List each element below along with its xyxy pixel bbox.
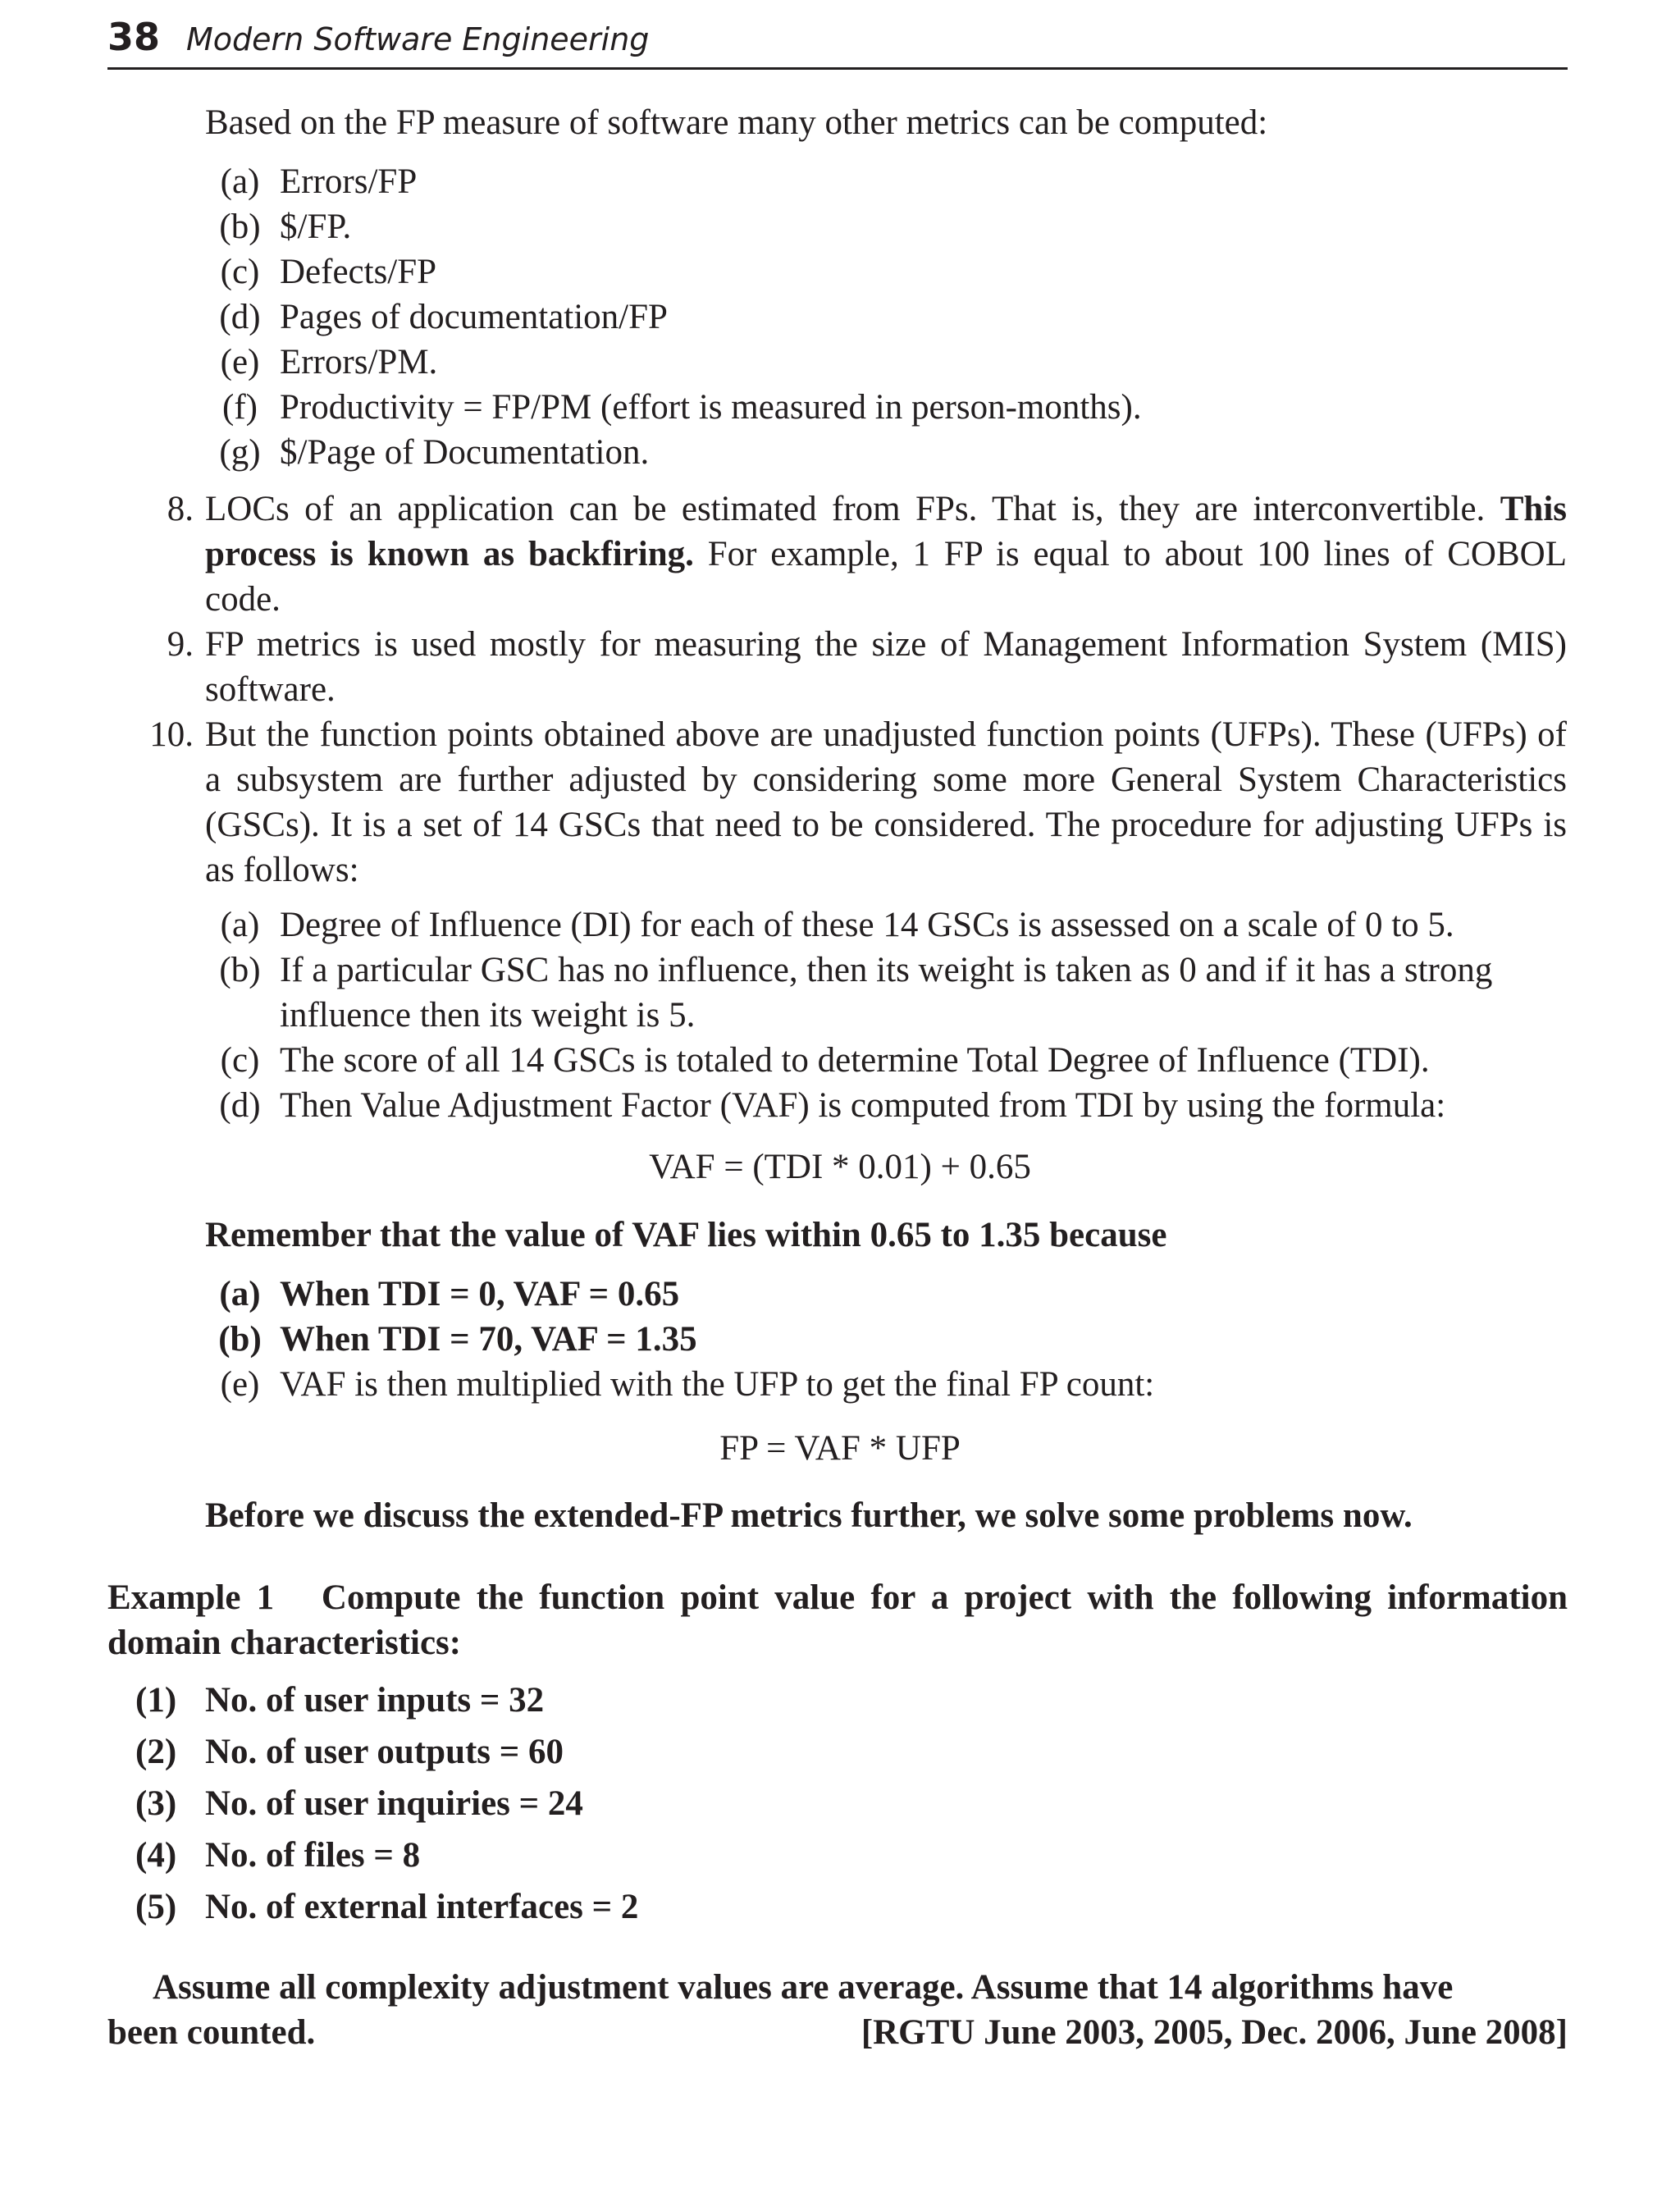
item-text: VAF is then multiplied with the UFP to get the final FP count:: [280, 1365, 1155, 1404]
item-label: (e): [220, 343, 260, 381]
fp-formula: FP = VAF * UFP: [719, 1429, 961, 1468]
item-label: (a): [220, 162, 260, 201]
item-text: No. of user outputs = 60: [205, 1733, 564, 1771]
point-text: LOCs of an application can be estimated from FPs. That is, they are interconvertible.: [205, 490, 1500, 528]
item-label: (b): [219, 951, 261, 989]
item-text: Errors/FP: [280, 162, 418, 201]
item-label: (c): [220, 1041, 260, 1080]
item-label: (b): [218, 1320, 262, 1359]
numbered-points: [131, 486, 1567, 893]
list-item: [205, 430, 1567, 475]
item-label: (3): [135, 1784, 177, 1823]
item-label: (a): [220, 906, 260, 944]
example-text: Compute the function point value for a project with the following information domain characteristics:: [107, 1578, 1568, 1662]
item-label: (2): [135, 1733, 177, 1771]
item-label: (e): [220, 1365, 260, 1404]
item-label: (b): [219, 208, 261, 246]
vaf-formula: VAF = (TDI * 0.01) + 0.65: [649, 1148, 1031, 1186]
list-item: [205, 1317, 1567, 1362]
problem-list: [135, 1678, 1530, 1936]
item-label: (d): [219, 1086, 261, 1125]
list-item: [205, 204, 1567, 249]
item-label: (d): [219, 298, 261, 336]
point-text: But the function points obtained above are unadjusted function points (UFPs). These (UFPs) of a subsystem are further adjusted by considering some more General System Characteristics (GSCs). It is a set of 14 GSCs that need to be considered. The procedure for adjusting UFPs is as follows:: [205, 715, 1567, 889]
running-header: [107, 15, 1568, 70]
item-label: (c): [220, 253, 260, 291]
point-text: FP metrics is used mostly for measuring the size of Management Information System (MIS) software.: [205, 625, 1567, 709]
list-item: [205, 249, 1567, 295]
assumption-line-2: [107, 2010, 1568, 2055]
assumption-line: Assume all complexity adjustment values are average. Assume that 14 algorithms have: [153, 1968, 1454, 2007]
metrics-list: [205, 159, 1567, 475]
item-text: When TDI = 70, VAF = 1.35: [280, 1320, 697, 1359]
list-item: [205, 295, 1567, 340]
point-9: [131, 622, 1567, 712]
vaf-cases-list: [205, 1272, 1567, 1407]
list-item: [135, 1781, 1530, 1833]
item-label: (a): [219, 1275, 261, 1313]
item-text: No. of external interfaces = 2: [205, 1888, 639, 1926]
page-number: 38: [107, 15, 161, 59]
item-text: If a particular GSC has no influence, then its weight is taken as 0 and if it has a strong influence then its weight is 5.: [280, 951, 1493, 1035]
list-item: [135, 1678, 1530, 1729]
assumption-text: been counted.: [107, 2013, 316, 2052]
item-label: (f): [222, 388, 258, 427]
point-text: For example, 1 FP is equal to about 100 lines of COBOL code.: [205, 535, 1567, 619]
item-label: (1): [135, 1681, 177, 1720]
list-item: [205, 948, 1567, 1038]
list-item: [135, 1729, 1530, 1781]
point-number: 10.: [149, 715, 194, 754]
assumption-paragraph: [107, 1965, 1568, 2055]
item-text: The score of all 14 GSCs is totaled to determine Total Degree of Influence (TDI).: [280, 1041, 1430, 1080]
point-number: 8.: [167, 490, 194, 528]
list-item: [205, 1083, 1567, 1128]
point-number: 9.: [167, 625, 194, 664]
point-10: [131, 712, 1567, 893]
item-label: (g): [219, 433, 261, 472]
list-item: [205, 1362, 1567, 1407]
item-text: No. of files = 8: [205, 1836, 421, 1875]
item-text: $/FP.: [280, 208, 352, 246]
list-item: [205, 902, 1567, 948]
exam-source: [RGTU June 2003, 2005, Dec. 2006, June 2008]: [861, 2013, 1568, 2052]
book-title: Modern Software Engineering: [186, 21, 650, 57]
remember-note: Remember that the value of VAF lies within 0.65 to 1.35 because: [205, 1216, 1167, 1254]
point-emphasis: This process is known as backfiring.: [205, 490, 1567, 573]
item-text: No. of user inquiries = 24: [205, 1784, 583, 1823]
list-item: [205, 385, 1567, 430]
item-label: (5): [135, 1888, 177, 1926]
list-item: [205, 159, 1567, 204]
list-item: [205, 1272, 1567, 1317]
list-item: [205, 1038, 1567, 1083]
item-text: When TDI = 0, VAF = 0.65: [280, 1275, 680, 1313]
item-text: Errors/PM.: [280, 343, 438, 381]
item-text: Defects/FP: [280, 253, 437, 291]
item-text: Then Value Adjustment Factor (VAF) is computed from TDI by using the formula:: [280, 1086, 1446, 1125]
intro-paragraph: Based on the FP measure of software many other metrics can be computed:: [205, 103, 1268, 142]
point-8: [131, 486, 1567, 622]
adjust-steps-list: [205, 902, 1567, 1128]
example-heading: [107, 1575, 1568, 1665]
item-text: Degree of Influence (DI) for each of these 14 GSCs is assessed on a scale of 0 to 5.: [280, 906, 1454, 944]
example-label: Example 1: [107, 1578, 275, 1617]
list-item: [135, 1884, 1530, 1936]
item-label: (4): [135, 1836, 177, 1875]
item-text: Pages of documentation/FP: [280, 298, 668, 336]
list-item: [205, 340, 1567, 385]
item-text: No. of user inputs = 32: [205, 1681, 545, 1720]
list-item: [135, 1833, 1530, 1884]
item-text: Productivity = FP/PM (effort is measured in person-months).: [280, 388, 1142, 427]
item-text: $/Page of Documentation.: [280, 433, 650, 472]
transition-note: Before we discuss the extended-FP metrics further, we solve some problems now.: [205, 1496, 1413, 1535]
